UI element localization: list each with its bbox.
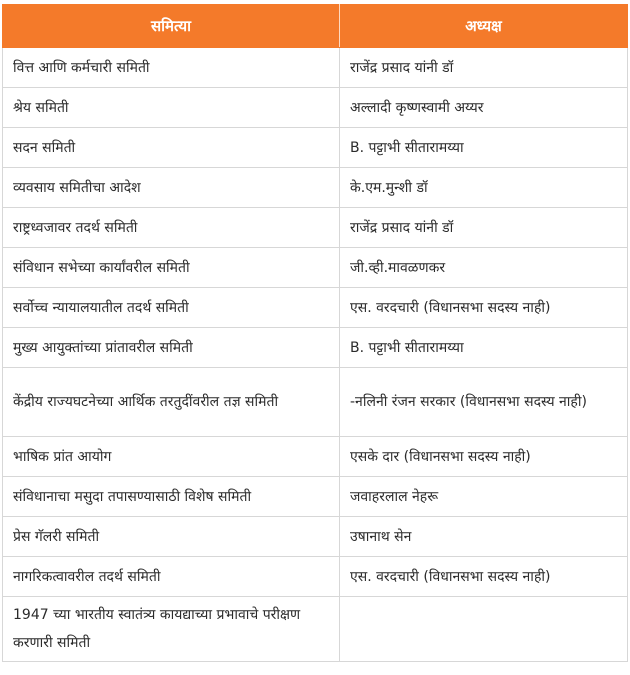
- chairman-cell: एसके दार (विधानसभा सदस्य नाही): [340, 437, 628, 477]
- table-row: [3, 48, 628, 88]
- committees-table: [2, 4, 628, 662]
- chairman-cell: B. पट्टाभी सीतारामय्या: [340, 328, 628, 368]
- committee-cell: संविधान सभेच्या कार्यांवरील समिती: [3, 248, 340, 288]
- table-row: [3, 128, 628, 168]
- column-header-committee: समित्या: [3, 5, 340, 48]
- chairman-cell: उषानाथ सेन: [340, 517, 628, 557]
- chairman-cell: राजेंद्र प्रसाद यांनी डॉ: [340, 208, 628, 248]
- table-row: [3, 557, 628, 597]
- table-row: [3, 88, 628, 128]
- committee-cell: नागरिकत्वावरील तदर्थ समिती: [3, 557, 340, 597]
- committee-cell: व्यवसाय समितीचा आदेश: [3, 168, 340, 208]
- chairman-cell: [340, 597, 628, 662]
- table-row: [3, 248, 628, 288]
- chairman-cell: अल्लादी कृष्णस्वामी अय्यर: [340, 88, 628, 128]
- committee-cell: प्रेस गॅलरी समिती: [3, 517, 340, 557]
- committee-cell: राष्ट्रध्वजावर तदर्थ समिती: [3, 208, 340, 248]
- chairman-cell: जवाहरलाल नेहरू: [340, 477, 628, 517]
- table-row: [3, 368, 628, 437]
- chairman-cell: एस. वरदचारी (विधानसभा सदस्य नाही): [340, 557, 628, 597]
- chairman-cell: -नलिनी रंजन सरकार (विधानसभा सदस्य नाही): [340, 368, 628, 437]
- table-row: [3, 328, 628, 368]
- column-header-chairman: अध्यक्ष: [340, 5, 628, 48]
- committee-cell: केंद्रीय राज्यघटनेच्या आर्थिक तरतुदींवरील तज्ञ समिती: [3, 368, 340, 437]
- committee-cell: सर्वोच्च न्यायालयातील तदर्थ समिती: [3, 288, 340, 328]
- table-row: [3, 597, 628, 662]
- table-header-row: [3, 5, 628, 48]
- table-row: [3, 208, 628, 248]
- table-row: [3, 168, 628, 208]
- committee-cell: श्रेय समिती: [3, 88, 340, 128]
- committee-cell: संविधानाचा मसुदा तपासण्यासाठी विशेष समिती: [3, 477, 340, 517]
- table-row: [3, 517, 628, 557]
- committee-cell: मुख्य आयुक्तांच्या प्रांतावरील समिती: [3, 328, 340, 368]
- committee-cell: भाषिक प्रांत आयोग: [3, 437, 340, 477]
- chairman-cell: जी.व्ही.मावळणकर: [340, 248, 628, 288]
- chairman-cell: के.एम.मुन्शी डॉ: [340, 168, 628, 208]
- table-row: [3, 288, 628, 328]
- chairman-cell: B. पट्टाभी सीतारामय्या: [340, 128, 628, 168]
- committee-cell: 1947 च्या भारतीय स्वातंत्र्य कायद्याच्या प्रभावाचे परीक्षण करणारी समिती: [3, 597, 340, 662]
- chairman-cell: राजेंद्र प्रसाद यांनी डॉ: [340, 48, 628, 88]
- committee-cell: वित्त आणि कर्मचारी समिती: [3, 48, 340, 88]
- chairman-cell: एस. वरदचारी (विधानसभा सदस्य नाही): [340, 288, 628, 328]
- committee-cell: सदन समिती: [3, 128, 340, 168]
- table-row: [3, 477, 628, 517]
- table-row: [3, 437, 628, 477]
